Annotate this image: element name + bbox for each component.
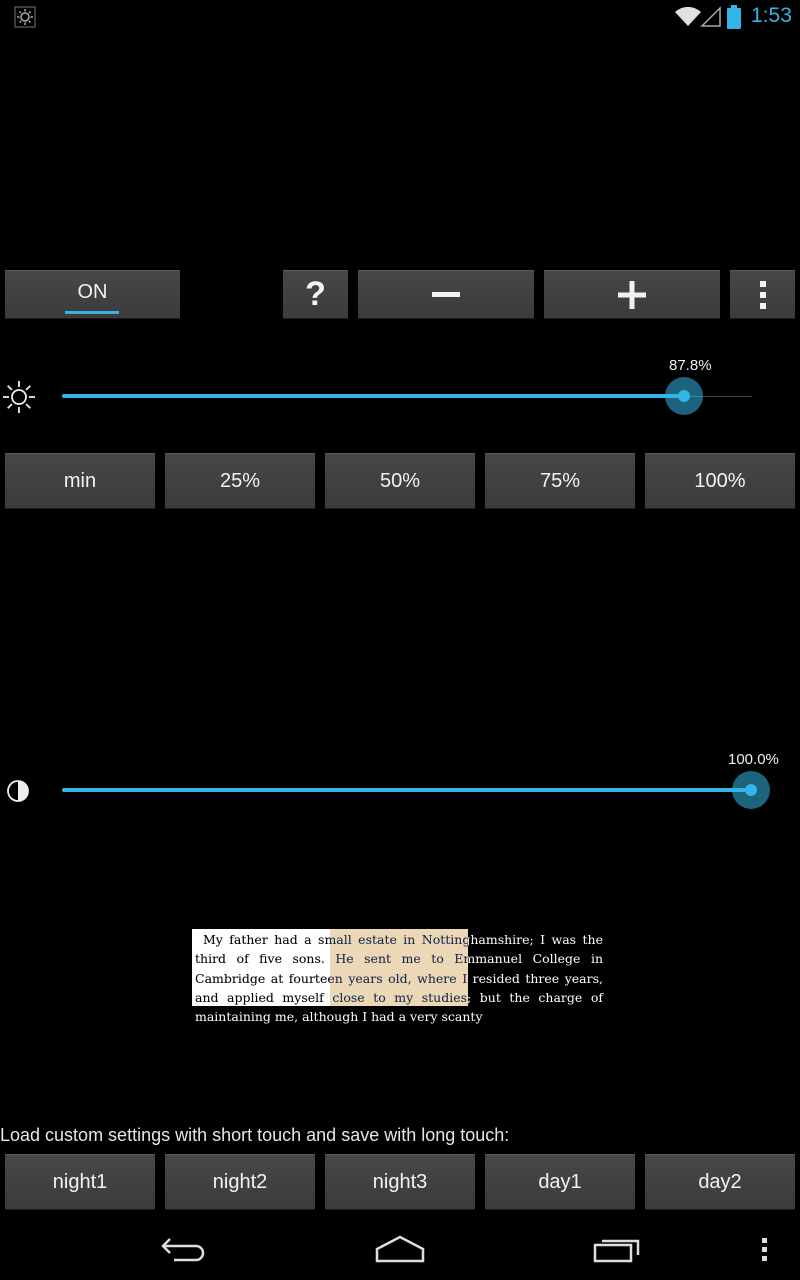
preset-75-button[interactable] — [485, 453, 635, 509]
preset-label: min — [63, 469, 97, 492]
preset-label: 100% — [694, 469, 746, 492]
preset-100-button[interactable] — [645, 453, 795, 509]
preset-50-button[interactable] — [325, 453, 475, 509]
preview-text: My father had a small estate in Nottinghamshire; I was the third of five sons. He sent me to Emmanuel College in Cambridge at fourteen years old, where I resided three years, and applied myself close to my studies; but the charge of maintaining me, although I had a very scanty — [195, 932, 603, 1025]
clock: 1:53 — [751, 4, 792, 27]
custom-label: day2 — [698, 1170, 742, 1193]
brightness-track-fill — [62, 394, 684, 398]
overflow-menu-icon — [759, 280, 767, 310]
help-label: ? — [305, 275, 326, 313]
plus-icon — [618, 281, 646, 309]
brightness-notification-icon — [14, 6, 36, 28]
minus-icon — [432, 292, 460, 298]
brightness-slider[interactable] — [40, 370, 780, 422]
menu-icon[interactable] — [760, 1237, 770, 1263]
signal-icon — [700, 6, 722, 28]
on-off-toggle-button[interactable] — [5, 270, 180, 319]
help-button[interactable] — [283, 270, 348, 319]
brightness-value: 87.8% — [669, 357, 712, 374]
custom-day2-button[interactable] — [645, 1154, 795, 1210]
preset-label: 25% — [219, 469, 261, 492]
decrease-button[interactable] — [358, 270, 534, 319]
preset-label: 75% — [539, 469, 581, 492]
overflow-menu-button[interactable] — [730, 270, 795, 319]
recent-apps-icon[interactable] — [592, 1235, 642, 1263]
custom-label: night1 — [52, 1170, 108, 1193]
brightness-thumb[interactable] — [665, 377, 703, 415]
preset-min-button[interactable] — [5, 453, 155, 509]
sun-icon — [2, 380, 36, 414]
contrast-slider[interactable] — [40, 764, 800, 816]
contrast-icon — [6, 779, 30, 803]
custom-label: night3 — [372, 1170, 428, 1193]
toggle-label: ON — [77, 281, 108, 303]
status-bar — [0, 0, 800, 34]
increase-button[interactable] — [544, 270, 720, 319]
battery-icon — [727, 5, 741, 29]
custom-night3-button[interactable] — [325, 1154, 475, 1210]
contrast-track-fill — [62, 788, 752, 792]
preset-label: 50% — [379, 469, 421, 492]
contrast-value: 100.0% — [728, 751, 779, 768]
custom-night1-button[interactable] — [5, 1154, 155, 1210]
wifi-icon — [674, 5, 702, 27]
custom-settings-hint: Load custom settings with short touch and save with long touch: — [0, 1125, 510, 1145]
contrast-thumb[interactable] — [732, 771, 770, 809]
custom-label: night2 — [212, 1170, 268, 1193]
navigation-bar — [0, 1215, 800, 1280]
toggle-indicator — [65, 311, 119, 314]
custom-label: day1 — [538, 1170, 582, 1193]
preview-sample — [192, 929, 606, 1025]
custom-night2-button[interactable] — [165, 1154, 315, 1210]
home-icon[interactable] — [374, 1235, 426, 1263]
back-icon[interactable] — [160, 1235, 208, 1263]
custom-day1-button[interactable] — [485, 1154, 635, 1210]
preset-25-button[interactable] — [165, 453, 315, 509]
